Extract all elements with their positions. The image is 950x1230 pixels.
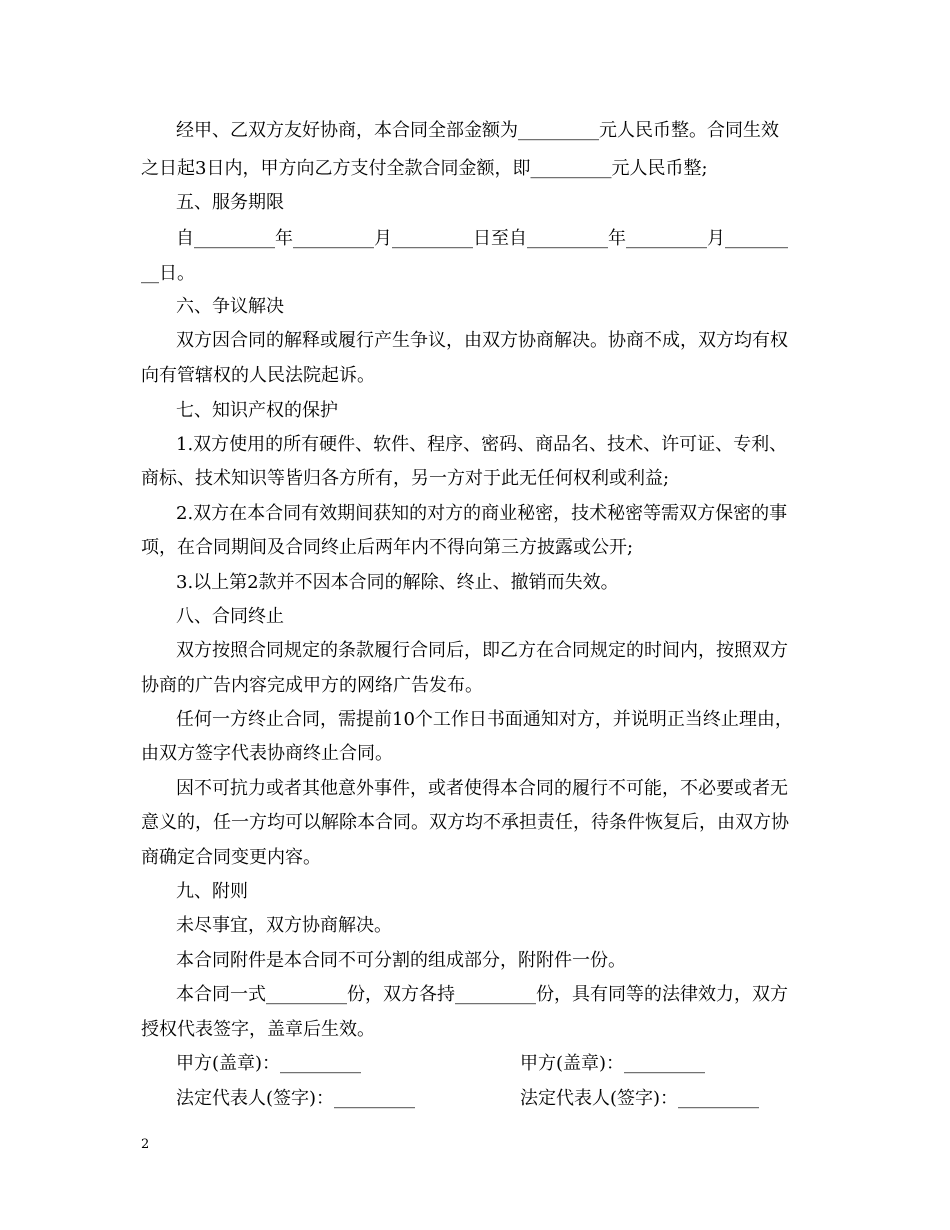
- service-period-line-2: __日。: [141, 263, 195, 284]
- payment-text-line-1: 经甲、乙双方友好协商，本合同全部金额为_________元人民币整。合同生效: [176, 120, 779, 141]
- service-period-line-1: 自_________年_________月_________日至自_________年_________月_______: [176, 228, 788, 249]
- ip-item-1-line-2: 商标、技术知识等皆归各方所有，另一方对于此无任何权利或利益;: [141, 468, 670, 489]
- ip-item-2-line-1: 2.双方在本合同有效期间获知的对方的商业秘密，技术秘密等需双方保密的事: [176, 503, 788, 524]
- termination-p1-line-2: 协商的广告内容完成甲方的网络广告发布。: [141, 675, 483, 696]
- misc-p1: 未尽事宜，双方协商解决。: [176, 915, 392, 936]
- page-number: 2: [141, 1137, 150, 1152]
- section-7-heading: 七、知识产权的保护: [176, 400, 338, 421]
- legal-rep-signature-right: 法定代表人(签字)：_________: [520, 1088, 760, 1109]
- dispute-text-line-2: 向有管辖权的人民法院起诉。: [141, 365, 375, 386]
- termination-p3-line-2: 意义的，任一方均可以解除本合同。双方均不承担责任，待条件恢复后，由双方协: [141, 812, 789, 833]
- section-6-heading: 六、争议解决: [176, 296, 284, 317]
- section-5-heading: 五、服务期限: [176, 192, 284, 213]
- party-a-seal-right: 甲方(盖章)：_________: [520, 1053, 706, 1074]
- misc-p3-line-2: 授权代表签字，盖章后生效。: [141, 1019, 375, 1040]
- termination-p2-line-1: 任何一方终止合同，需提前10个工作日书面通知对方，并说明正当终止理由，: [176, 709, 793, 730]
- legal-rep-signature-left: 法定代表人(签字)：_________: [176, 1088, 416, 1109]
- dispute-text-line-1: 双方因合同的解释或履行产生争议，由双方协商解决。协商不成，双方均有权: [176, 330, 788, 351]
- party-a-seal-left: 甲方(盖章)：_________: [176, 1053, 362, 1074]
- ip-item-1-line-1: 1.双方使用的所有硬件、软件、程序、密码、商品名、技术、许可证、专利、: [176, 434, 788, 455]
- payment-text-line-2: 之日起3日内，甲方向乙方支付全款合同金额，即_________元人民币整;: [141, 158, 708, 179]
- misc-p2: 本合同附件是本合同不可分割的组成部分，附附件一份。: [176, 950, 626, 971]
- termination-p3-line-1: 因不可抗力或者其他意外事件，或者使得本合同的履行不可能，不必要或者无: [176, 778, 788, 799]
- ip-item-2-line-2: 项，在合同期间及合同终止后两年内不得向第三方披露或公开;: [141, 537, 634, 558]
- section-8-heading: 八、合同终止: [176, 606, 284, 627]
- termination-p1-line-1: 双方按照合同规定的条款履行合同后，即乙方在合同规定的时间内，按照双方: [176, 640, 788, 661]
- ip-item-3: 3.以上第2款并不因本合同的解除、终止、撤销而失效。: [176, 572, 619, 593]
- misc-p3-line-1: 本合同一式_________份，双方各持_________份，具有同等的法律效力，双方: [176, 984, 788, 1005]
- termination-p2-line-2: 由双方签字代表协商终止合同。: [141, 743, 393, 764]
- section-9-heading: 九、附则: [176, 881, 248, 902]
- termination-p3-line-3: 商确定合同变更内容。: [141, 847, 321, 868]
